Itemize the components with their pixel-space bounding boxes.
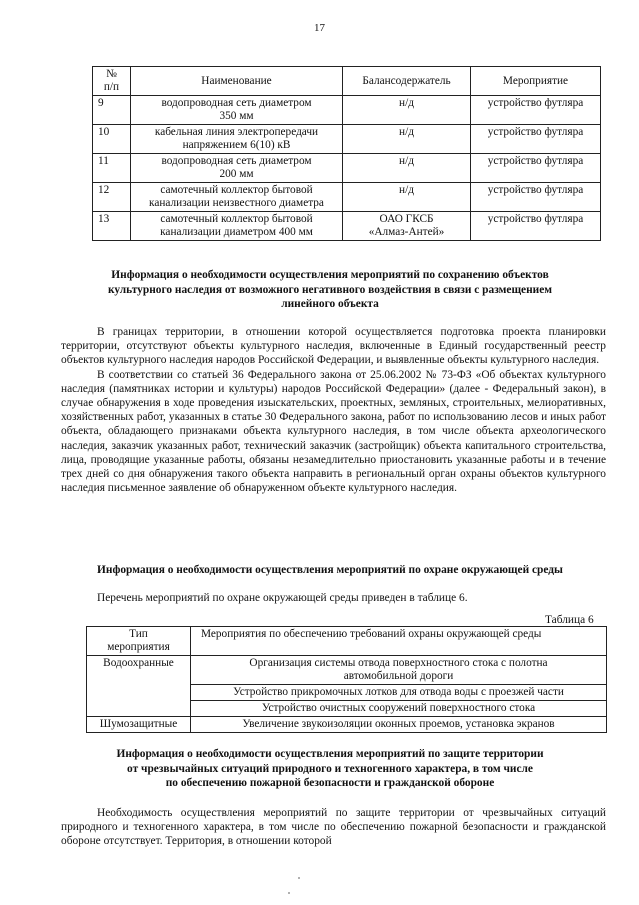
table-header-row — [93, 67, 601, 96]
measure-item: Устройство прикромочных лотков для отвода воды с проезжей части — [191, 685, 607, 701]
paragraph: В соответствии со статьей 36 Федерального закона от 25.06.2002 № 73-ФЗ «Об объектах культурного наследия (памятниках истории и культуры) народов Российской Федерации» (далее - Федеральный закон), в случае обнаружения в ходе проведения изыскательских, проектных, земляных, строительных, мелиоративных, хозяйственных работ, указанных в статье 30 Федерального закона, работ по использованию лесов и иных работ объекта, обладающего признаками объекта культурного наследия, в том числе объекта археологического наследия, заказчик указанных работ, технический заказчик (застройщик) объекта капитального строительства, лица, проводящие указанные работы, обязаны незамедлительно приостановить указанные работы и в течение трех дней со дня обнаружения такого объекта направить в региональный орган охраны объектов культурного наследия письменное заявление об обнаруженном объекте культурного наследия. — [61, 368, 606, 495]
paragraph: В границах территории, в отношении которой осуществляется подготовка проекта планировки территории, отсутствуют объекты культурного наследия, включенные в Единый государственный реестр объектов культурного наследия народов Российской Федерации, и выявленные объекты культурного наследия. — [61, 326, 606, 367]
row-action: устройство футляра — [471, 212, 601, 241]
row-name: кабельная линия электропередачи напряжением 6(10) кВ — [131, 125, 343, 154]
objects-table — [92, 66, 601, 241]
paragraph: Перечень мероприятий по охране окружающей среды приведен в таблице 6. — [97, 592, 468, 604]
header-name: Наименование — [131, 67, 343, 96]
environment-text — [61, 591, 606, 605]
table6-caption: Таблица 6 — [545, 614, 594, 626]
row-name: самотечный коллектор бытовой канализации диаметром 400 мм — [131, 212, 343, 241]
heading-environment: Информация о необходимости осуществления мероприятий по охране окружающей среды — [97, 564, 563, 576]
header-holder: Балансодержатель — [343, 67, 471, 96]
row-num: 13 — [93, 212, 131, 241]
header-num: № п/п — [93, 67, 131, 96]
emergency-text — [61, 806, 606, 849]
row-action: устройство футляра — [471, 125, 601, 154]
paragraph: Необходимость осуществления мероприятий по защите территории от чрезвычайных ситуаций природного и техногенного характера, в том числе по обеспечению пожарной безопасности и гражданской обороне отсутствует. Территория, в отношении которой — [61, 807, 606, 848]
table-row — [93, 96, 601, 125]
cultural-heritage-text — [61, 325, 606, 495]
heading-emergency: Информация о необходимости осуществления мероприятий по защите территории от чрезвычайных ситуаций природного и техногенного характера, в том числе по обеспечению пожарной безопасности и гражданской обороне — [116, 748, 544, 789]
row-action: устройство футляра — [471, 183, 601, 212]
measure-item: Устройство очистных сооружений поверхностного стока — [191, 701, 607, 717]
row-holder: ОАО ГКСБ «Алмаз-Антей» — [343, 212, 471, 241]
row-name: самотечный коллектор бытовой канализации неизвестного диаметра — [131, 183, 343, 212]
table-header-row — [87, 627, 607, 656]
row-action: устройство футляра — [471, 96, 601, 125]
table-row — [93, 212, 601, 241]
table-row — [87, 717, 607, 733]
measure-item: Организация системы отвода поверхностного стока с полотна автомобильной дороги — [191, 656, 607, 685]
header-measures: Мероприятия по обеспечению требований охраны окружающей среды — [191, 627, 607, 656]
row-num: 10 — [93, 125, 131, 154]
row-holder: н/д — [343, 154, 471, 183]
header-action: Мероприятие — [471, 67, 601, 96]
row-holder: н/д — [343, 125, 471, 154]
row-name: водопроводная сеть диаметром 350 мм — [131, 96, 343, 125]
heading-cultural-heritage: Информация о необходимости осуществления мероприятий по сохранению объектов культурного наследия от возможного негативного воздействия в связи с размещением линейного объекта — [107, 269, 553, 310]
type-water: Водоохранные — [87, 656, 191, 717]
row-num: 11 — [93, 154, 131, 183]
row-num: 12 — [93, 183, 131, 212]
row-action: устройство футляра — [471, 154, 601, 183]
scan-speck — [288, 892, 290, 894]
table-row — [87, 656, 607, 685]
row-num: 9 — [93, 96, 131, 125]
row-name: водопроводная сеть диаметром 200 мм — [131, 154, 343, 183]
row-holder: н/д — [343, 183, 471, 212]
table-row — [93, 125, 601, 154]
scan-speck — [298, 877, 300, 879]
header-type: Тип мероприятия — [87, 627, 191, 656]
row-holder: н/д — [343, 96, 471, 125]
page-number: 17 — [314, 22, 325, 34]
table-row — [93, 154, 601, 183]
table-row — [93, 183, 601, 212]
environment-table — [86, 626, 607, 733]
type-noise: Шумозащитные — [87, 717, 191, 733]
measure-item: Увеличение звукоизоляции оконных проемов, установка экранов — [191, 717, 607, 733]
